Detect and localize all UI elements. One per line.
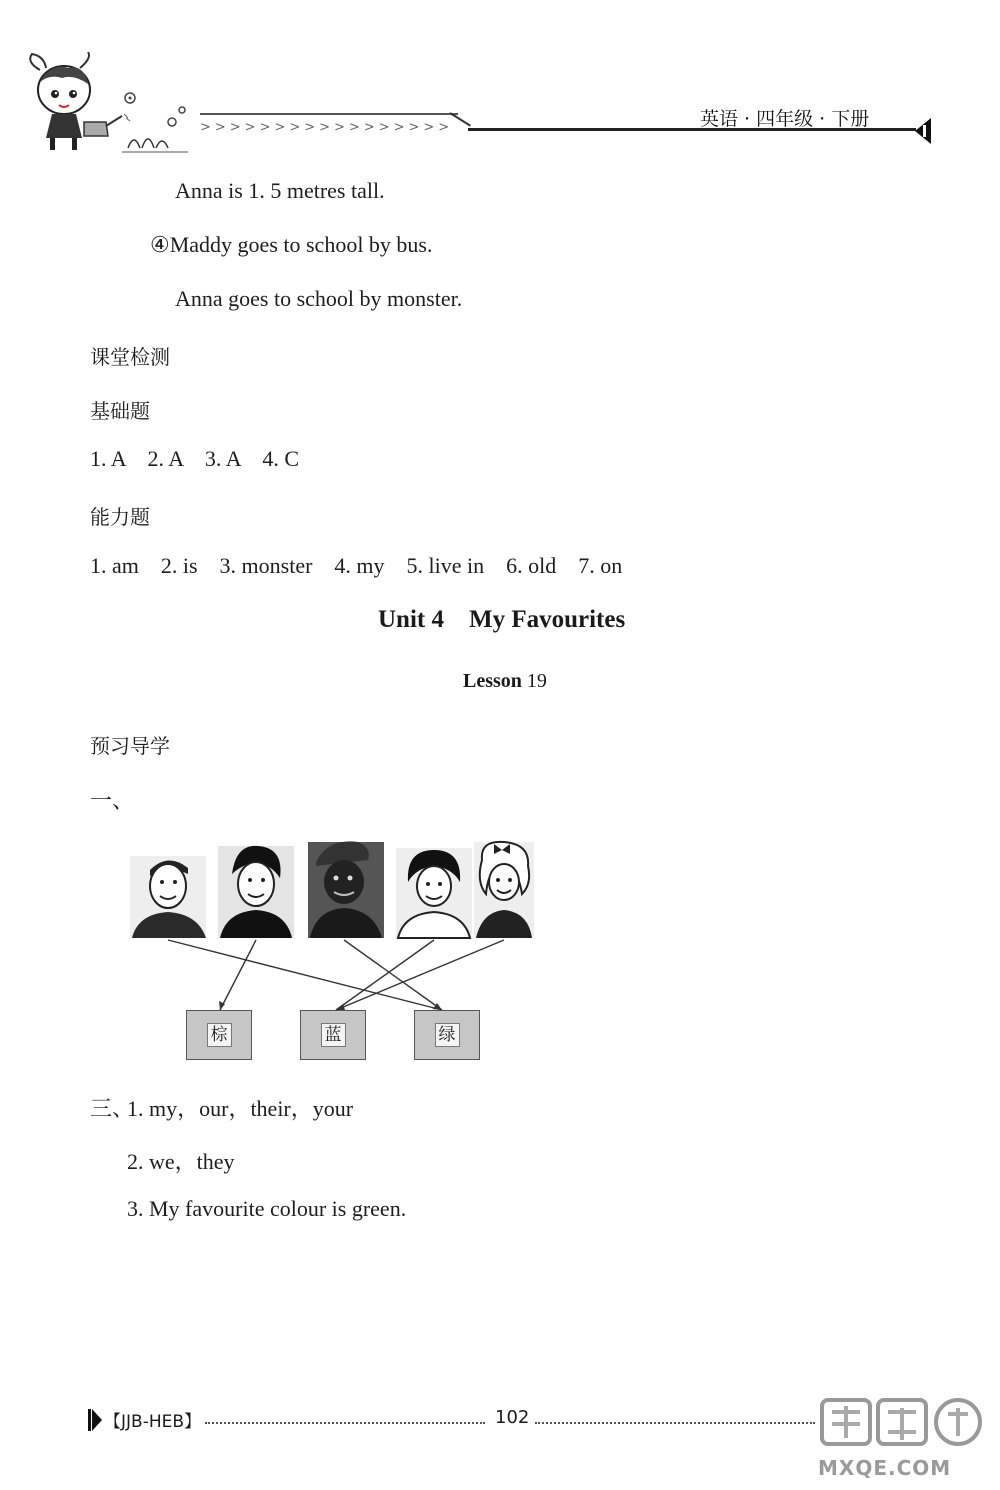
unit-title: Unit 4 My Favourites xyxy=(378,606,626,633)
portrait-cap-child xyxy=(308,841,384,938)
color-label-blue: 蓝 xyxy=(321,1023,346,1047)
footer-arrow-icon xyxy=(88,1409,102,1431)
color-box-blue xyxy=(300,1010,366,1060)
portrait-girl xyxy=(396,848,472,938)
page-number: 102 xyxy=(495,1407,530,1428)
lesson-number: 19 xyxy=(526,670,547,692)
footer-book-code: 【JJB-HEB】 xyxy=(104,1412,202,1432)
part-three-item: 1. my，our，their，your xyxy=(127,1096,354,1121)
matching-lines xyxy=(168,940,504,1010)
header-tab-icon xyxy=(915,116,933,146)
portrait-curly-hair-girl xyxy=(474,842,534,938)
section-heading-preview: 预习导学 xyxy=(90,734,170,758)
section-heading-classroom: 课堂检测 xyxy=(90,345,170,369)
part-three-marker: 三、 xyxy=(90,1096,135,1121)
watermark-url: MXQE.COM xyxy=(818,1456,952,1480)
lesson-word: Lesson xyxy=(463,670,522,692)
color-box-brown xyxy=(186,1010,252,1060)
section-heading-ability: 能力题 xyxy=(90,505,150,529)
part-three-item: 3. My favourite colour is green. xyxy=(127,1196,407,1221)
footer-dotted-rule xyxy=(205,1422,485,1424)
part-one-marker: 一、 xyxy=(90,788,135,813)
section-heading-basic: 基础题 xyxy=(90,399,150,423)
book-title: 英语 · 四年级 · 下册 xyxy=(700,108,870,130)
lesson-title xyxy=(463,670,547,693)
footer-dotted-rule xyxy=(535,1422,815,1424)
color-box-green xyxy=(414,1010,480,1060)
basic-answers: 1. A 2. A 3. A 4. C xyxy=(90,446,300,471)
matching-arrowheads xyxy=(219,1001,442,1010)
color-label-green: 绿 xyxy=(435,1023,460,1047)
portrait-boy xyxy=(130,856,206,938)
answer-line: ④Maddy goes to school by bus. xyxy=(150,232,433,257)
header-rule xyxy=(200,113,458,115)
color-label-brown: 棕 xyxy=(207,1023,232,1047)
portrait-dark-hair-boy xyxy=(218,846,294,938)
answer-line: Anna is 1. 5 metres tall. xyxy=(175,178,385,203)
header-girl-illustration xyxy=(22,52,192,157)
answer-line: Anna goes to school by monster. xyxy=(175,286,463,311)
header-chevron-decoration: >>>>>>>>>>>>>>>>> xyxy=(200,120,454,135)
part-three-item: 2. we，they xyxy=(127,1149,235,1174)
ability-answers: 1. am 2. is 3. monster 4. my 5. live in 6. old 7. on xyxy=(90,553,623,578)
